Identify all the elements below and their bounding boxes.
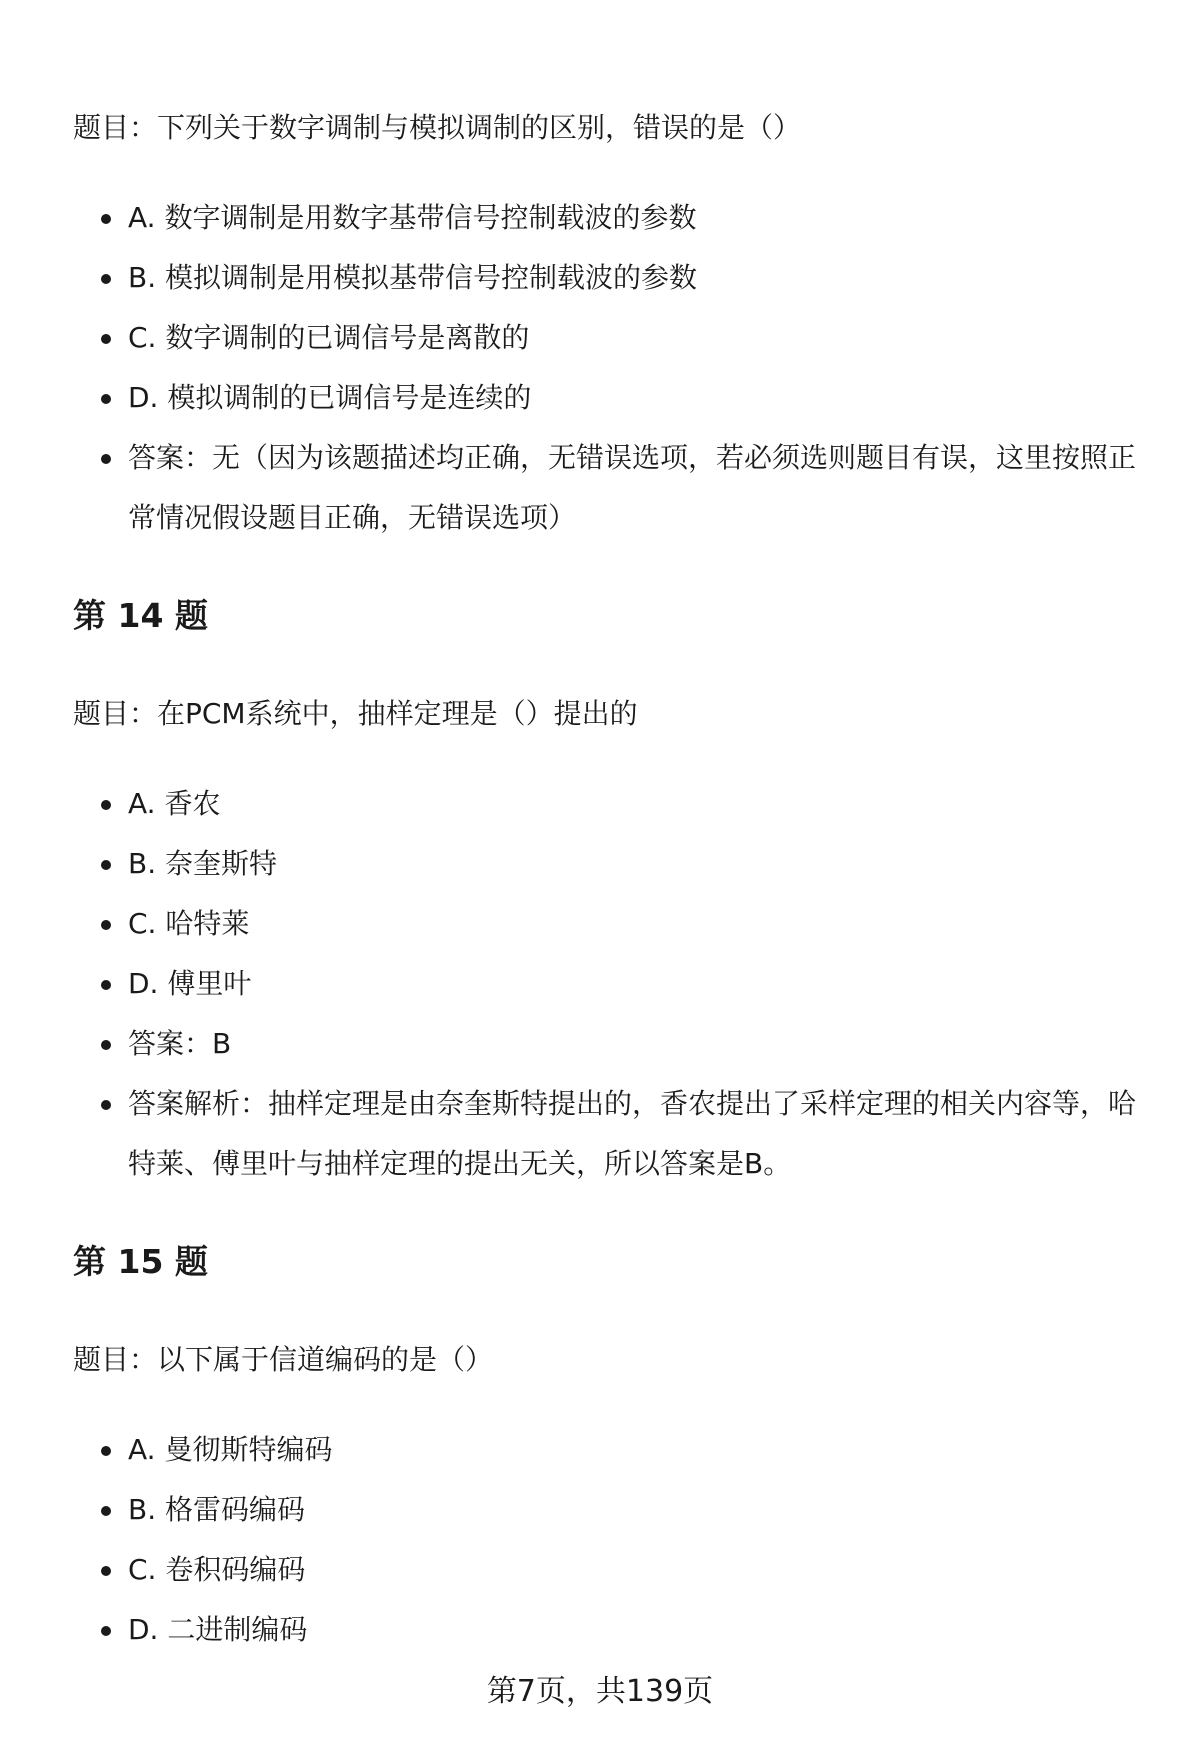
q13-option-a: A. 数字调制是用数字基带信号控制载波的参数 [0,198,1200,238]
q15-question: 题目：以下属于信道编码的是（） [73,1343,494,1376]
bullet-icon [101,1040,111,1050]
q13-option-b: B. 模拟调制是用模拟基带信号控制载波的参数 [0,258,1200,298]
bullet-icon [101,394,111,404]
q14-option-c: C. 哈特莱 [0,904,1200,944]
bullet-icon [101,1566,111,1576]
bullet-icon [101,274,111,284]
q14-option-a: A. 香农 [0,784,1200,824]
q14-option-list [0,784,1200,1204]
q15-option-a: A. 曼彻斯特编码 [0,1430,1200,1470]
q14-analysis: 答案解析：抽样定理是由奈奎斯特提出的，香农提出了采样定理的相关内容等，哈特莱、傅里叶与抽样定理的提出无关，所以答案是B。 [0,1074,1200,1194]
q15-heading: 第 15 题 [73,1242,208,1281]
bullet-icon [101,334,111,344]
bullet-icon [101,1100,111,1110]
q15-option-d: D. 二进制编码 [0,1610,1200,1650]
bullet-icon [101,920,111,930]
q14-heading: 第 14 题 [73,596,208,635]
bullet-icon [101,214,111,224]
q14-question: 题目：在PCM系统中，抽样定理是（）提出的 [73,697,638,730]
q14-option-d: D. 傅里叶 [0,964,1200,1004]
bullet-icon [101,1506,111,1516]
bullet-icon [101,454,111,464]
bullet-icon [101,800,111,810]
q15-option-c: C. 卷积码编码 [0,1550,1200,1590]
page-footer: 第7页，共139页 [486,1674,714,1709]
q13-option-c: C. 数字调制的已调信号是离散的 [0,318,1200,358]
bullet-icon [101,860,111,870]
q14-answer: 答案：B [0,1024,1200,1064]
bullet-icon [101,980,111,990]
bullet-icon [101,1446,111,1456]
q13-option-list [0,198,1200,558]
bullet-icon [101,1626,111,1636]
q13-option-d: D. 模拟调制的已调信号是连续的 [0,378,1200,418]
q15-option-b: B. 格雷码编码 [0,1490,1200,1530]
q13-question: 题目：下列关于数字调制与模拟调制的区别，错误的是（） [73,111,802,144]
q13-answer: 答案：无（因为该题描述均正确，无错误选项，若必须选则题目有误，这里按照正常情况假设题目正确，无错误选项） [0,428,1200,548]
q14-option-b: B. 奈奎斯特 [0,844,1200,884]
q15-option-list [0,1430,1200,1670]
